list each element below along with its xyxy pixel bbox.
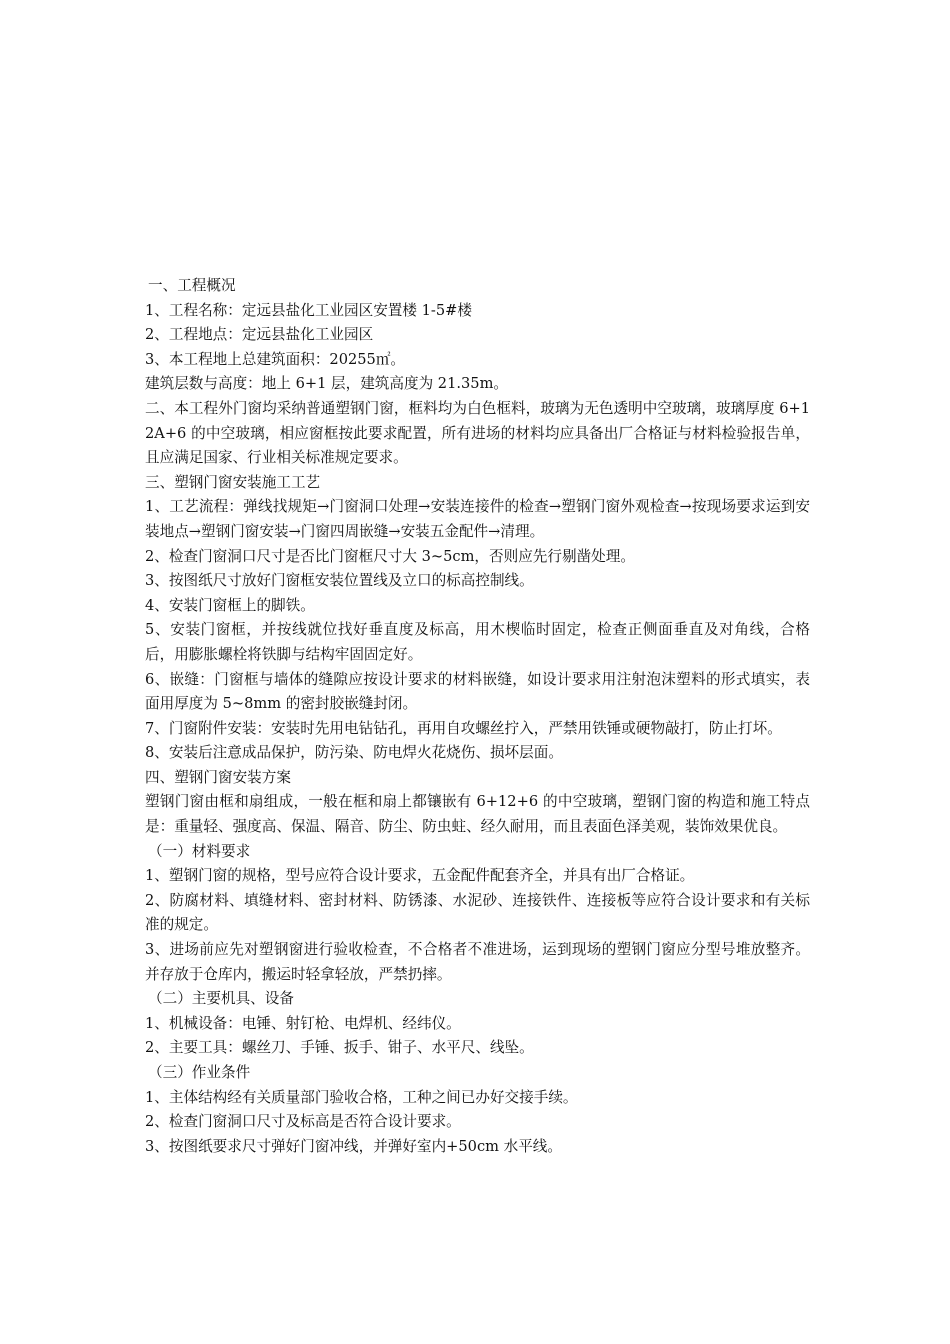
subsection-heading-materials: （一）材料要求 [148,842,251,860]
subsection-heading-conditions: （三）作业条件 [148,1064,251,1081]
conditions-item-1: 1、主体结构经有关质量部门验收合格，工种之间已办好交接手续。 [145,1088,578,1106]
process-step-8: 8、安装后注意成品保护，防污染、防电焊火花烧伤、损坏层面。 [145,744,563,762]
process-step-6: 6、嵌缝：门窗框与墙体的缝隙应按设计要求的材料嵌缝，如设计要求用注射泡沫塑料的形式填实，表面用厚度为 5~8mm 的密封胶嵌缝封闭。 [145,670,810,713]
materials-item-2: 2、防腐材料、填缝材料、密封材料、防锈漆、水泥砂、连接铁件、连接板等应符合设计要求和有关标准的规定。 [145,891,810,934]
project-area: 3、本工程地上总建筑面积：20255㎡。 [145,350,406,368]
section-windows-material: 二、本工程外门窗均采纳普通塑钢门窗，框料均为白色框料，玻璃为无色透明中空玻璃，玻璃厚度 6+12A+6 的中空玻璃，相应窗框按此要求配置，所有进场的材料均应具备出厂合格证与材料检验报告单，且应满足国家、行业相关标准规定要求。 [145,399,810,467]
conditions-item-2: 2、检查门窗洞口尺寸及标高是否符合设计要求。 [145,1113,461,1131]
project-location: 2、工程地点：定远县盐化工业园区 [145,326,374,344]
project-floors-height: 建筑层数与高度：地上 6+1 层，建筑高度为 21.35m。 [145,375,509,393]
materials-item-1: 1、塑钢门窗的规格，型号应符合设计要求，五金配件配套齐全，并具有出厂合格证。 [145,867,695,885]
process-step-4: 4、安装门窗框上的脚铁。 [145,596,315,614]
subsection-heading-equipment: （二）主要机具、设备 [148,990,294,1008]
equipment-item-2: 2、主要工具：螺丝刀、手锤、扳手、钳子、水平尺、线坠。 [145,1039,534,1057]
section-heading-process: 三、塑钢门窗安装施工工艺 [145,473,321,491]
process-step-5: 5、安装门窗框，并按线就位找好垂直度及标高，用木楔临时固定，检查正侧面垂直及对角线，合格后，用膨胀螺栓将铁脚与结构牢固固定好。 [145,621,810,663]
equipment-item-1: 1、机械设备：电锤、射钉枪、电焊机、经纬仪。 [145,1014,461,1032]
document-body [145,274,810,1159]
process-step-2: 2、检查门窗洞口尺寸是否比门窗框尺寸大 3~5cm，否则应先行剔凿处理。 [145,547,635,565]
plan-intro: 塑钢门窗由框和扇组成，一般在框和扇上都镶嵌有 6+12+6 的中空玻璃，塑钢门窗的构造和施工特点是：重量轻、强度高、保温、隔音、防尘、防虫蛀、经久耐用，而且表面色泽美观，装饰效果优良。 [145,793,810,836]
process-step-3: 3、按图纸尺寸放好门窗框安装位置线及立口的标高控制线。 [145,572,534,590]
process-step-7: 7、门窗附件安装：安装时先用电钻钻孔，再用自攻螺丝拧入，严禁用铁锤或硬物敲打，防止打坏。 [145,719,782,737]
conditions-item-3: 3、按图纸要求尺寸弹好门窗冲线，并弹好室内+50cm 水平线。 [145,1137,562,1155]
project-name: 1、工程名称：定远县盐化工业园区安置楼 1-5#楼 [145,301,472,319]
section-heading-overview: 一、工程概况 [148,277,236,294]
process-flow: 1、工艺流程：弹线找规矩→门窗洞口处理→安装连接件的检查→塑钢门窗外观检查→按现场要求运到安装地点→塑钢门窗安装→门窗四周嵌缝→安装五金配件→清理。 [145,498,810,540]
section-heading-plan: 四、塑钢门窗安装方案 [145,768,291,786]
materials-item-3: 3、进场前应先对塑钢窗进行验收检查，不合格者不准进场，运到现场的塑钢门窗应分型号堆放整齐。并存放于仓库内，搬运时轻拿轻放，严禁扔摔。 [145,941,810,983]
